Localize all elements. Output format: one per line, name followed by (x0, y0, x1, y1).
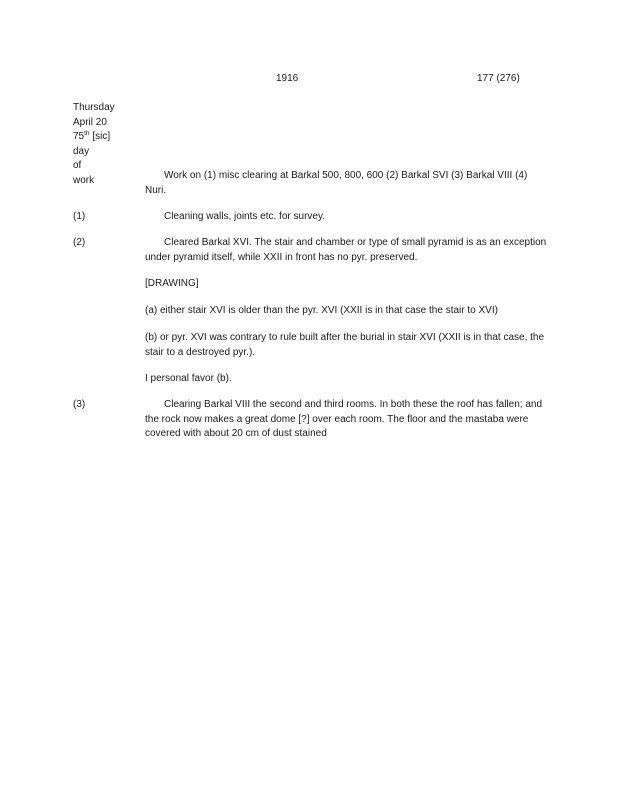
date-word-day: day (73, 145, 90, 157)
date-month-day: April 20 (73, 116, 107, 128)
option-a-paragraph: (a) either stair XVI is older than the pyr. XVI (XXII is in that case the stair to XVI) (145, 305, 498, 316)
item1-paragraph: Cleaning walls, joints etc. for survey. (164, 211, 325, 222)
item1-label: (1) (73, 211, 86, 222)
intro-paragraph: Work on (1) misc clearing at Barkal 500, 800, 600 (2) Barkal SVI (3) Barkal VIII (4) Nuri. (145, 170, 528, 196)
day-count-note: [sic] (89, 131, 111, 142)
favor-paragraph: I personal favor (b). (145, 373, 232, 384)
date-word-work: work (73, 174, 95, 186)
page-year: 1916 (276, 73, 299, 84)
item2-paragraph: Cleared Barkal XVI. The stair and chamber or type of small pyramid is as an exception under pyramid itself, while XXII in front has no pyr. preserved. (145, 237, 547, 263)
option-b-paragraph: (b) or pyr. XVI was contrary to rule built after the burial in stair XVI (XXII is in that case, the stair to a destroyed pyr.). (145, 332, 545, 358)
item3-paragraph: Clearing Barkal VIII the second and third rooms. In both these the roof has fallen; and the rock now makes a great dome [?] over each room. The floor and the mastaba were covered with about 20 cm of dust stained (145, 399, 543, 439)
drawing-placeholder: [DRAWING] (145, 278, 199, 289)
date-day-count (73, 130, 143, 145)
date-weekday: Thursday (73, 102, 115, 113)
day-count-number: 75 (73, 131, 85, 142)
item3-label: (3) (73, 399, 86, 410)
item2-label: (2) (73, 237, 86, 248)
page-number: 177 (276) (477, 73, 520, 84)
day-count-suffix: th (84, 130, 90, 137)
date-block (73, 101, 143, 188)
date-word-of: of (73, 160, 82, 171)
